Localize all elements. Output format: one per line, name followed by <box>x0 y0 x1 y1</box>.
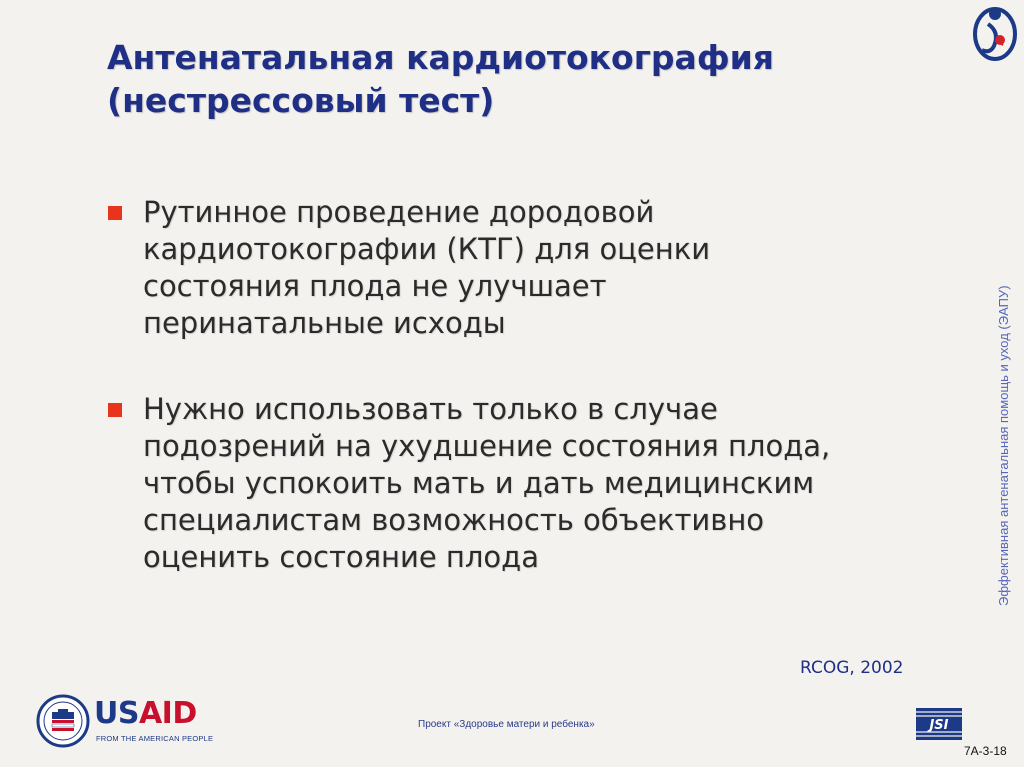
bullet-item <box>108 194 968 342</box>
slide-number: 7A-3-18 <box>964 744 1007 758</box>
usaid-seal-icon <box>36 694 90 748</box>
bullet-item <box>108 391 968 576</box>
square-bullet-icon <box>108 403 122 417</box>
usaid-wordmark: USAID <box>94 696 197 731</box>
slide-title <box>107 36 907 122</box>
bullet-text: Рутинное проведение дородовой кардиотокографии (КТГ) для оценки состояния плода не улучшает перинатальные исходы <box>143 195 711 340</box>
footer-project-name: Проект «Здоровье матери и ребенка» <box>418 719 595 730</box>
usaid-logo <box>36 694 216 754</box>
title-line-1: Антенатальная кардиотокография <box>107 38 774 77</box>
citation: RCOG, 2002 <box>800 658 904 678</box>
vertical-program-label: Эффективная антенатальная помощь и уход (ЭАПУ) <box>996 285 1011 606</box>
bullet-list <box>108 194 968 625</box>
jsi-logo <box>916 708 962 740</box>
square-bullet-icon <box>108 206 122 220</box>
mother-child-logo <box>970 2 1020 62</box>
jsi-label: JSI <box>929 718 949 733</box>
title-line-2: (нестрессовый тест) <box>107 81 495 120</box>
usaid-tagline: FROM THE AMERICAN PEOPLE <box>96 734 214 743</box>
bullet-text: Нужно использовать только в случае подозрений на ухудшение состояния плода, чтобы успокоить мать и дать медицинским специалистам возможность объективно оценить состояние плода <box>143 392 831 574</box>
